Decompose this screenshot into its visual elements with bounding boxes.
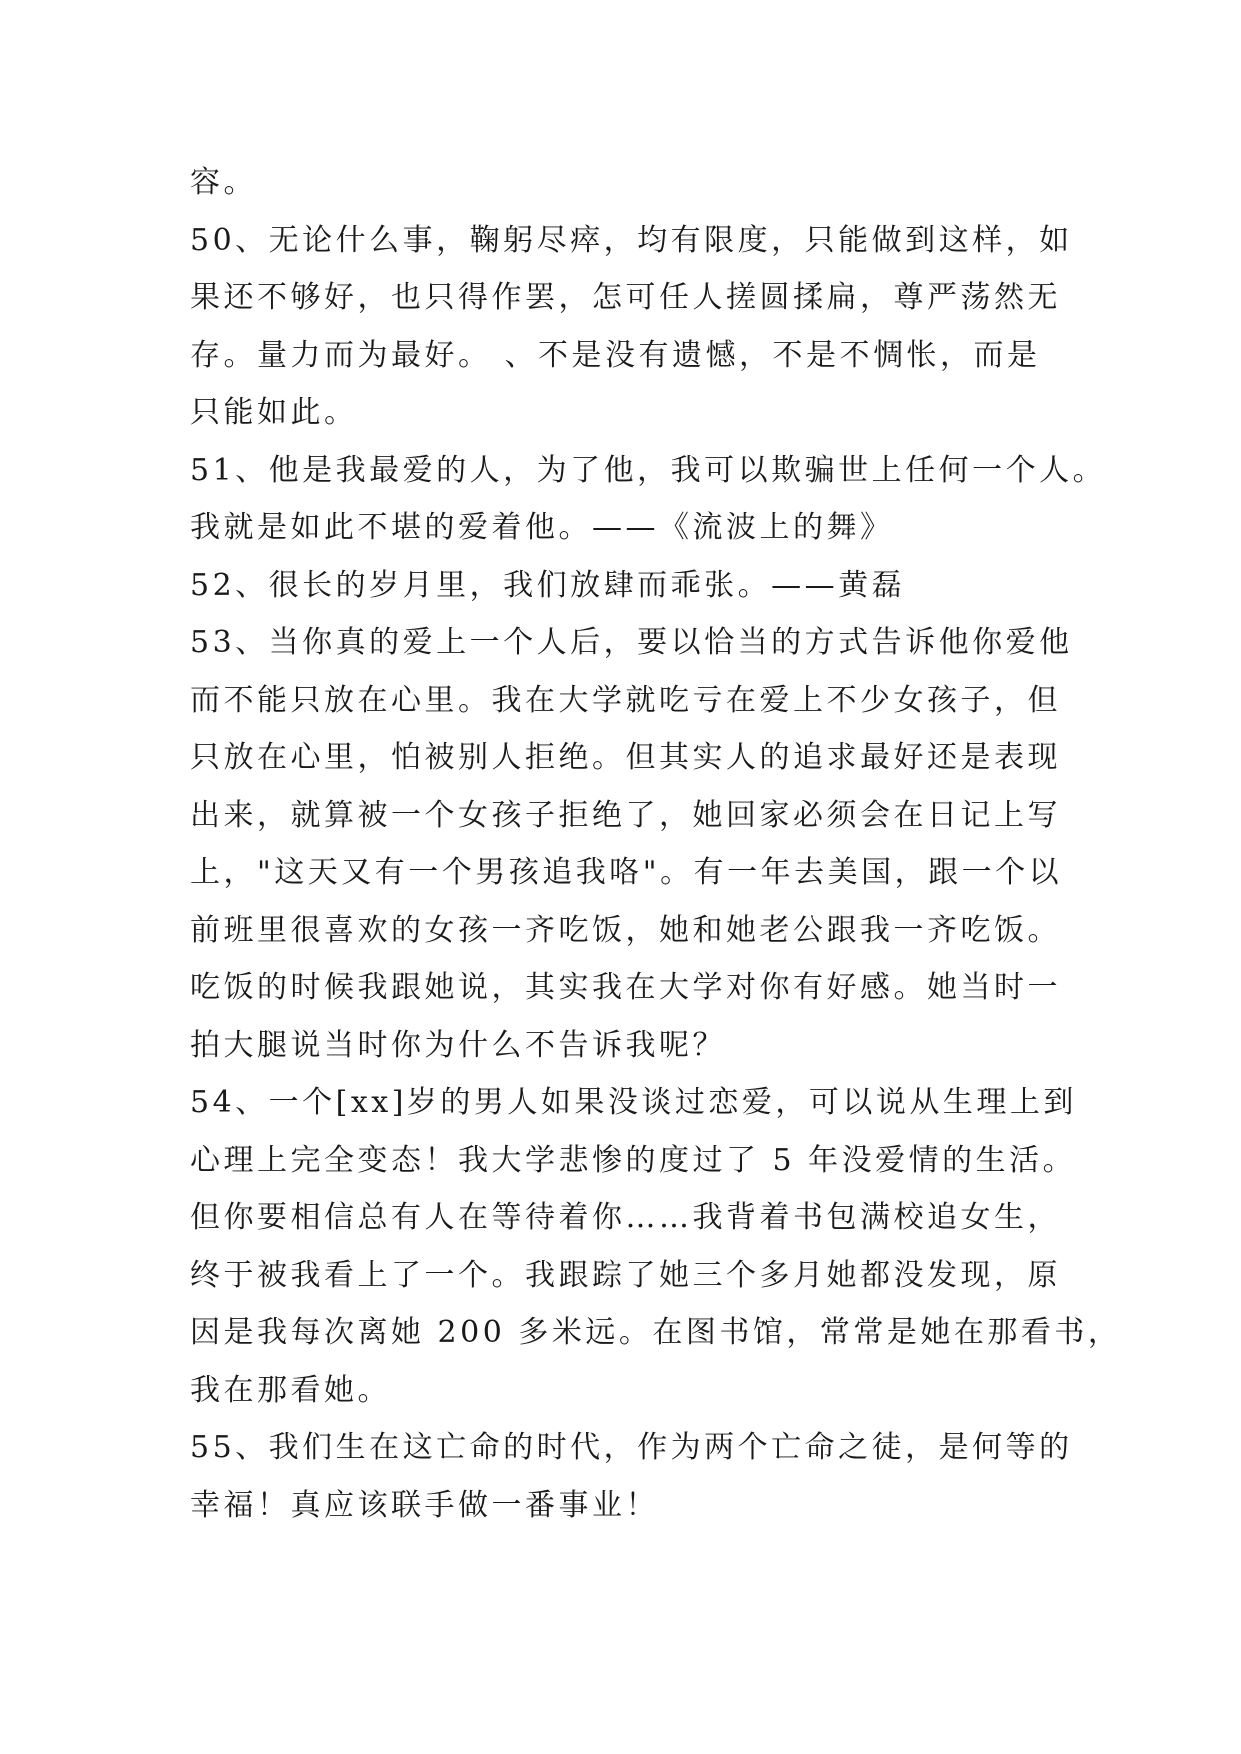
text-line: 容。 (190, 165, 257, 200)
text-line: 我在那看她。 (190, 1372, 391, 1408)
text-line: 终于被我看上了一个。我跟踪了她三个多月她都没发现，原 (190, 1257, 1061, 1293)
text-line: 而不能只放在心里。我在大学就吃亏在爱上不少女孩子，但 (190, 682, 1061, 718)
text-line: 55、我们生在这亡命的时代，作为两个亡命之徒，是何等的 (190, 1430, 1073, 1465)
text-line: 因是我每次离她 200 多米远。在图书馆，常常是她在那看书， (190, 1315, 1122, 1350)
text-line: 53、当你真的爱上一个人后，要以恰当的方式告诉他你爱他 (190, 625, 1073, 660)
text-line: 吃饭的时候我跟她说，其实我在大学对你有好感。她当时一 (190, 970, 1061, 1005)
text-line: 51、他是我最爱的人，为了他，我可以欺骗世上任何一个人。 (190, 452, 1107, 488)
text-line: 但你要相信总有人在等待着你……我背着书包满校追女生， (190, 1200, 1061, 1235)
text-line: 果还不够好，也只得作罢，怎可任人搓圆揉扁，尊严荡然无 (190, 280, 1061, 315)
text-line: 只放在心里，怕被别人拒绝。但其实人的追求最好还是表现 (190, 740, 1061, 775)
text-line: 我就是如此不堪的爱着他。——《流波上的舞》 (190, 510, 894, 545)
text-line: 存。量力而为最好。 、不是没有遗憾，不是不惆怅，而是 (190, 337, 1041, 373)
document-body (190, 154, 1122, 1534)
text-line: 拍大腿说当时你为什么不告诉我呢？ (190, 1027, 726, 1063)
text-line: 50、无论什么事，鞠躬尽瘁，均有限度，只能做到这样，如 (190, 222, 1073, 258)
text-line: 出来，就算被一个女孩子拒绝了，她回家必须会在日记上写 (190, 797, 1061, 833)
text-line: 54、一个[xx]岁的男人如果没谈过恋爱，可以说从生理上到 (190, 1085, 1077, 1120)
text-line: 52、很长的岁月里，我们放肆而乖张。——黄磊 (190, 567, 906, 603)
text-line: 上，"这天又有一个男孩追我咯"。有一年去美国，跟一个以 (190, 855, 1063, 890)
text-line: 心理上完全变态！我大学悲惨的度过了 5 年没爱情的生活。 (190, 1142, 1077, 1178)
text-line: 幸福！真应该联手做一番事业！ (190, 1487, 659, 1523)
text-line: 只能如此。 (190, 395, 358, 430)
text-line: 前班里很喜欢的女孩一齐吃饭，她和她老公跟我一齐吃饭。 (190, 912, 1061, 948)
